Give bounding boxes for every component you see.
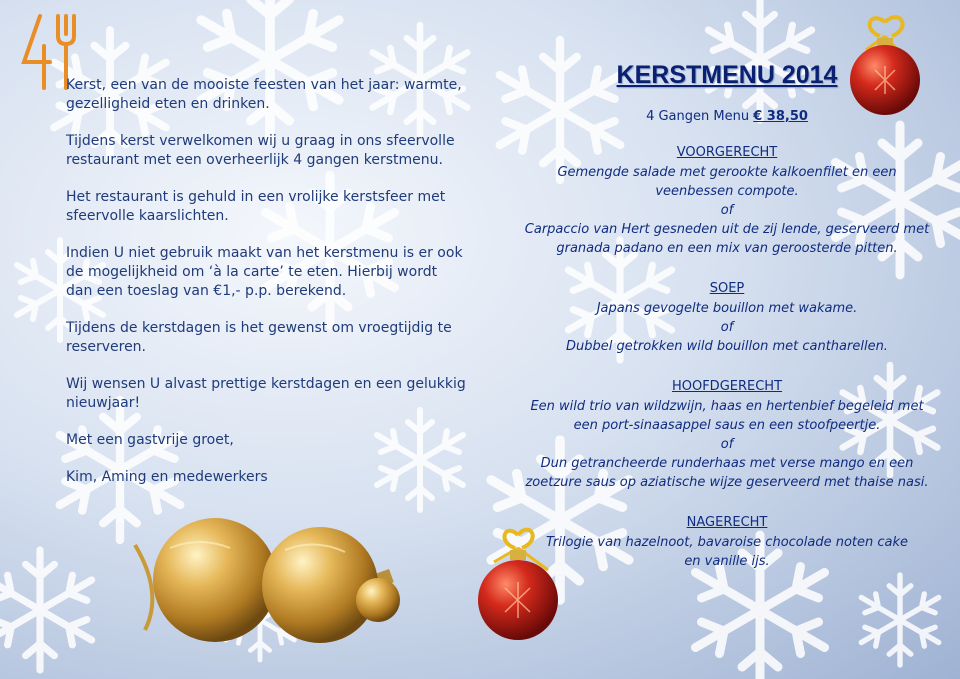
course-name: VOORGERECHT <box>676 145 778 160</box>
course-hoofdgerecht <box>512 378 942 492</box>
dish-line: Een wild trio van wildzwijn, haas en hertenbief begeleid met <box>530 399 924 414</box>
intro-text <box>66 76 466 505</box>
dish-line: Gemengde salade met gerookte kalkoenfilet en een <box>557 165 897 180</box>
dish-line: een port-sinaasappel saus en een stoofpeertje. <box>573 418 881 433</box>
dish-line: Dubbel getrokken wild bouillon met cantharellen. <box>566 339 888 354</box>
course-nagerecht <box>512 514 942 571</box>
intro-paragraph: Kerst, een van de mooiste feesten van het jaar: warmte, gezelligheid eten en drinken. <box>66 77 462 112</box>
intro-paragraph: Tijdens kerst verwelkomen wij u graag in ons sfeervolle restaurant met een overheerlijk 4 gangen kerstmenu. <box>66 133 455 168</box>
menu <box>512 60 942 593</box>
course-name: SOEP <box>709 281 745 296</box>
or-separator: of <box>720 320 734 335</box>
or-separator: of <box>720 203 734 218</box>
intro-paragraph: Het restaurant is gehuld in een vrolijke kerstsfeer met sfeervolle kaarslichten. <box>66 189 446 224</box>
course-name: NAGERECHT <box>686 515 768 530</box>
dish-line: veenbessen compote. <box>655 184 799 199</box>
menu-price: € 38,50 <box>753 109 808 124</box>
course-soep <box>512 280 942 356</box>
greeting: Met een gastvrije groet, <box>66 432 234 448</box>
intro-paragraph: Wij wensen U alvast prettige kerstdagen en een gelukkig nieuwjaar! <box>66 376 466 411</box>
dish-line: zoetzure saus op aziatische wijze geserveerd met thaise nasi. <box>525 475 929 490</box>
snowflake-icon <box>0 550 92 670</box>
or-separator: of <box>720 437 734 452</box>
menu-subtitle-label: 4 Gangen Menu <box>646 109 750 124</box>
dish-line: Japans gevogelte bouillon met wakame. <box>596 301 858 316</box>
menu-title: KERSTMENU 2014 <box>616 61 838 89</box>
dish-line: granada padano en een mix van geroosterde pitten. <box>556 241 898 256</box>
course-name: HOOFDGERECHT <box>671 379 783 394</box>
intro-paragraph: Tijdens de kerstdagen is het gewenst om vroegtijdig te reserveren. <box>66 320 452 355</box>
signature: Kim, Aming en medewerkers <box>66 469 268 485</box>
intro-paragraph: Indien U niet gebruik maakt van het kerstmenu is er ook de mogelijkheid om ‘à la carte’ te eten. Hierbij wordt dan een toeslag van €1,- p.p. berekend. <box>66 245 463 299</box>
dish-line: Carpaccio van Hert gesneden uit de zij lende, geserveerd met <box>524 222 930 237</box>
menu-subtitle <box>512 109 942 124</box>
dish-line: Trilogie van hazelnoot, bavaroise chocolade noten cake <box>545 535 909 550</box>
dish-line: Dun getrancheerde runderhaas met verse mango en een <box>540 456 914 471</box>
course-voorgerecht <box>512 144 942 258</box>
dish-line: en vanille ijs. <box>684 554 770 569</box>
